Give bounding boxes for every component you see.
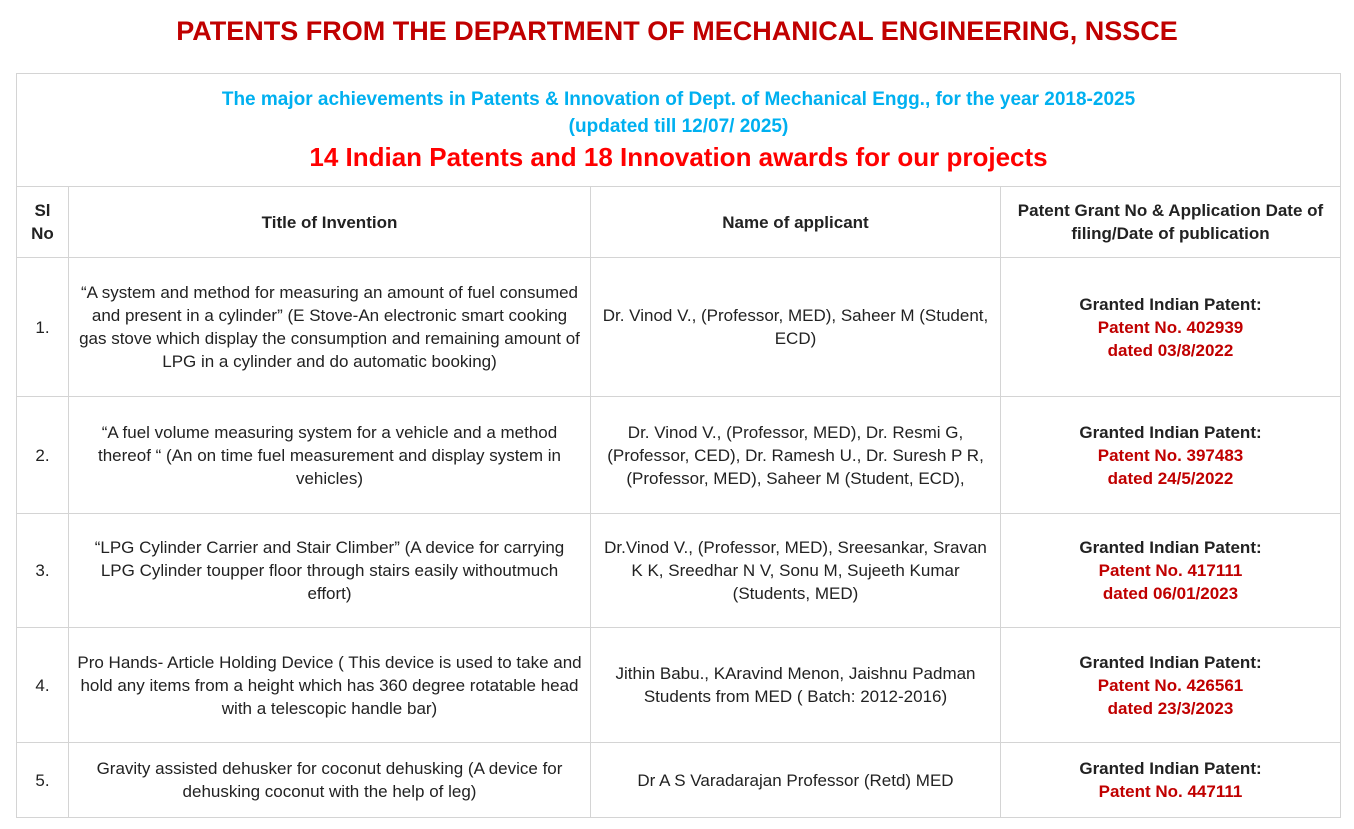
- banner-cell: [17, 74, 1341, 187]
- header-title: Title of Invention: [69, 187, 591, 258]
- sl-cell: 2.: [17, 397, 69, 514]
- title-cell: Pro Hands- Article Holding Device ( This device is used to take and hold any items from a height which has 360 degree rotatable head with a telescopic handle bar): [69, 628, 591, 743]
- grant-cell: [1001, 397, 1341, 514]
- header-row: [17, 187, 1341, 258]
- granted-label: Granted Indian Patent:: [1079, 759, 1262, 778]
- applicant-cell: Dr.Vinod V., (Professor, MED), Sreesankar, Sravan K K, Sreedhar N V, Sonu M, Sujeeth Kumar (Students, MED): [591, 514, 1001, 628]
- grant-cell: [1001, 258, 1341, 397]
- sl-cell: 1.: [17, 258, 69, 397]
- patent-date: dated 03/8/2022: [1107, 340, 1234, 360]
- banner-achievements-text: The major achievements in Patents & Innovation of Dept. of Mechanical Engg., for the year 2018-2025: [221, 89, 1136, 110]
- header-applicant: Name of applicant: [591, 187, 1001, 258]
- sl-cell: 3.: [17, 514, 69, 628]
- applicant-cell: Dr. Vinod V., (Professor, MED), Saheer M (Student, ECD): [591, 258, 1001, 397]
- grant-cell: [1001, 628, 1341, 743]
- grant-cell: [1001, 514, 1341, 628]
- granted-label: Granted Indian Patent:: [1079, 294, 1262, 314]
- patent-date: dated 24/5/2022: [1107, 468, 1234, 488]
- table-row: [17, 258, 1341, 397]
- table-row: [17, 743, 1341, 818]
- banner-updated-text: (updated till 12/07/ 2025): [568, 116, 789, 137]
- granted-label: Granted Indian Patent:: [1079, 652, 1262, 672]
- patent-number: Patent No. 426561: [1097, 675, 1244, 695]
- banner-summary-text: 14 Indian Patents and 18 Innovation awards for our projects: [309, 142, 1048, 172]
- patents-table: [16, 73, 1341, 818]
- patent-number: Patent No. 447111: [1098, 782, 1243, 801]
- header-grant: Patent Grant No & Application Date of filing/Date of publication: [1001, 187, 1341, 258]
- patent-date: dated 23/3/2023: [1107, 698, 1234, 718]
- banner-row: [17, 74, 1341, 187]
- patent-date: dated 06/01/2023: [1102, 584, 1239, 603]
- table-row: [17, 397, 1341, 514]
- sl-cell: 4.: [17, 628, 69, 743]
- granted-label: Granted Indian Patent:: [1079, 538, 1262, 557]
- title-cell: “A fuel volume measuring system for a vehicle and a method thereof “ (An on time fuel measurement and display system in vehicles): [69, 397, 591, 514]
- grant-cell: [1001, 743, 1341, 818]
- patent-number: Patent No. 417111: [1098, 561, 1243, 580]
- header-sl-no: Sl No: [17, 187, 69, 258]
- page-title: PATENTS FROM THE DEPARTMENT OF MECHANICAL ENGINEERING, NSSCE: [176, 16, 1178, 46]
- granted-label: Granted Indian Patent:: [1079, 422, 1262, 442]
- applicant-cell: Dr. Vinod V., (Professor, MED), Dr. Resmi G, (Professor, CED), Dr. Ramesh U., Dr. Suresh P R, (Professor, MED), Saheer M (Student, ECD),: [591, 397, 1001, 514]
- title-cell: Gravity assisted dehusker for coconut dehusking (A device for dehusking coconut with the help of leg): [69, 743, 591, 818]
- patent-number: Patent No. 397483: [1097, 445, 1244, 465]
- title-cell: “LPG Cylinder Carrier and Stair Climber” (A device for carrying LPG Cylinder toupper floor through stairs easily withoutmuch effort): [69, 514, 591, 628]
- applicant-cell: Dr A S Varadarajan Professor (Retd) MED: [591, 743, 1001, 818]
- table-row: [17, 628, 1341, 743]
- applicant-cell: Jithin Babu., KAravind Menon, Jaishnu Padman Students from MED ( Batch: 2012-2016): [591, 628, 1001, 743]
- sl-cell: 5.: [17, 743, 69, 818]
- patent-number: Patent No. 402939: [1097, 317, 1244, 337]
- table-row: [17, 514, 1341, 628]
- title-cell: “A system and method for measuring an amount of fuel consumed and present in a cylinder” (E Stove-An electronic smart cooking gas stove which display the consumption and remaining amount of LPG in a cylinder and do automatic booking): [69, 258, 591, 397]
